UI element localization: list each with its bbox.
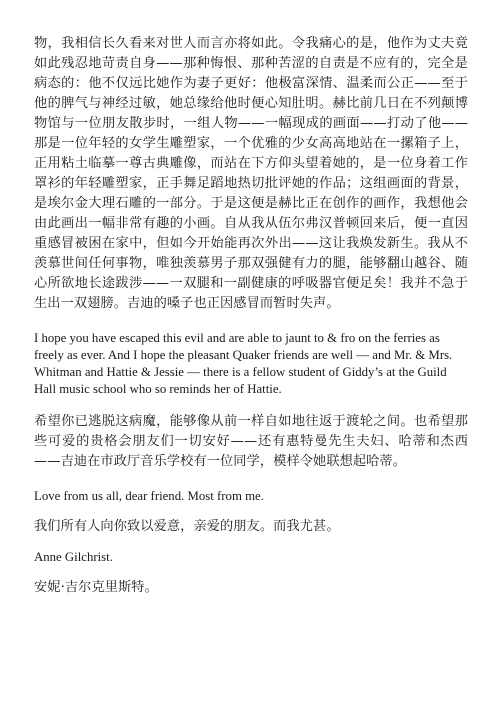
closing-en: Love from us all, dear friend. Most from me.	[34, 489, 264, 503]
paragraph-zh-1: 物，我相信长久看来对世人而言亦将如此。令我痛心的是，他作为丈夫竟如此残忍地苛责自身——那种悔恨、那种苦涩的自责是不应有的，完全是病态的：他不仅远比她作为妻子更好：他极富深情、温柔而公正——至于他的脾气与神经过敏，她总缘给他时便心知肚明。赫比前几日在不列颠博物馆与一位朋友散步时，一组人物——一幅现成的画面——打动了他——那是一位年轻的女学生雕塑家，一个优雅的少女高高地站在一摞箱子上，正用粘土临摹一尊古典雕像，而站在下方仰头望着她的，是一位身着工作罩衫的年轻雕塑家，正手舞足蹈地热切批评她的作品；这组画面的背景，是埃尔金大理石雕的一部分。于是这便是赫比正在创作的画作，我想他会由此画出一幅非常有趣的小画。自从我从伍尔弗汉普顿回来后，便一直因重感冒被困在家中，但如今开始能再次外出——这让我焕发新生。我从不羡慕世间任何事物，唯独羡慕男子那双强健有力的腿，能够翻山越谷、随心所欲地长途跋涉——一双腿和一副健康的呼吸器官便足矣！我并不急于生出一双翅膀。吉迪的嗓子也正因感冒而暂时失声。	[34, 36, 468, 311]
paragraph-en-2: I hope you have escaped this evil and are able to jaunt to & fro on the ferries as freely as ever. And I hope the pleasant Quaker friends are well — and Mr. & Mrs. Whitman and Hattie & Jessie — there is a fellow student of Giddy’s at the Guild Hall music school who so reminds her of Hattie.	[34, 331, 453, 396]
letter-page	[34, 34, 468, 610]
closing-zh: 我们所有人向你致以爱意，亲爱的朋友。而我尤甚。	[34, 519, 340, 534]
signature-en: Anne Gilchrist.	[34, 550, 113, 564]
signature-zh: 安妮·吉尔克里斯特。	[34, 580, 158, 595]
paragraph-zh-2: 希望你已逃脱这病魔，能够像从前一样自如地往返于渡轮之间。也希望那些可爱的贵格会朋友们一切安好——还有惠特曼先生夫妇、哈蒂和杰西——吉迪在市政厅音乐学校有一位同学，模样令她联想起哈蒂。	[34, 414, 468, 469]
